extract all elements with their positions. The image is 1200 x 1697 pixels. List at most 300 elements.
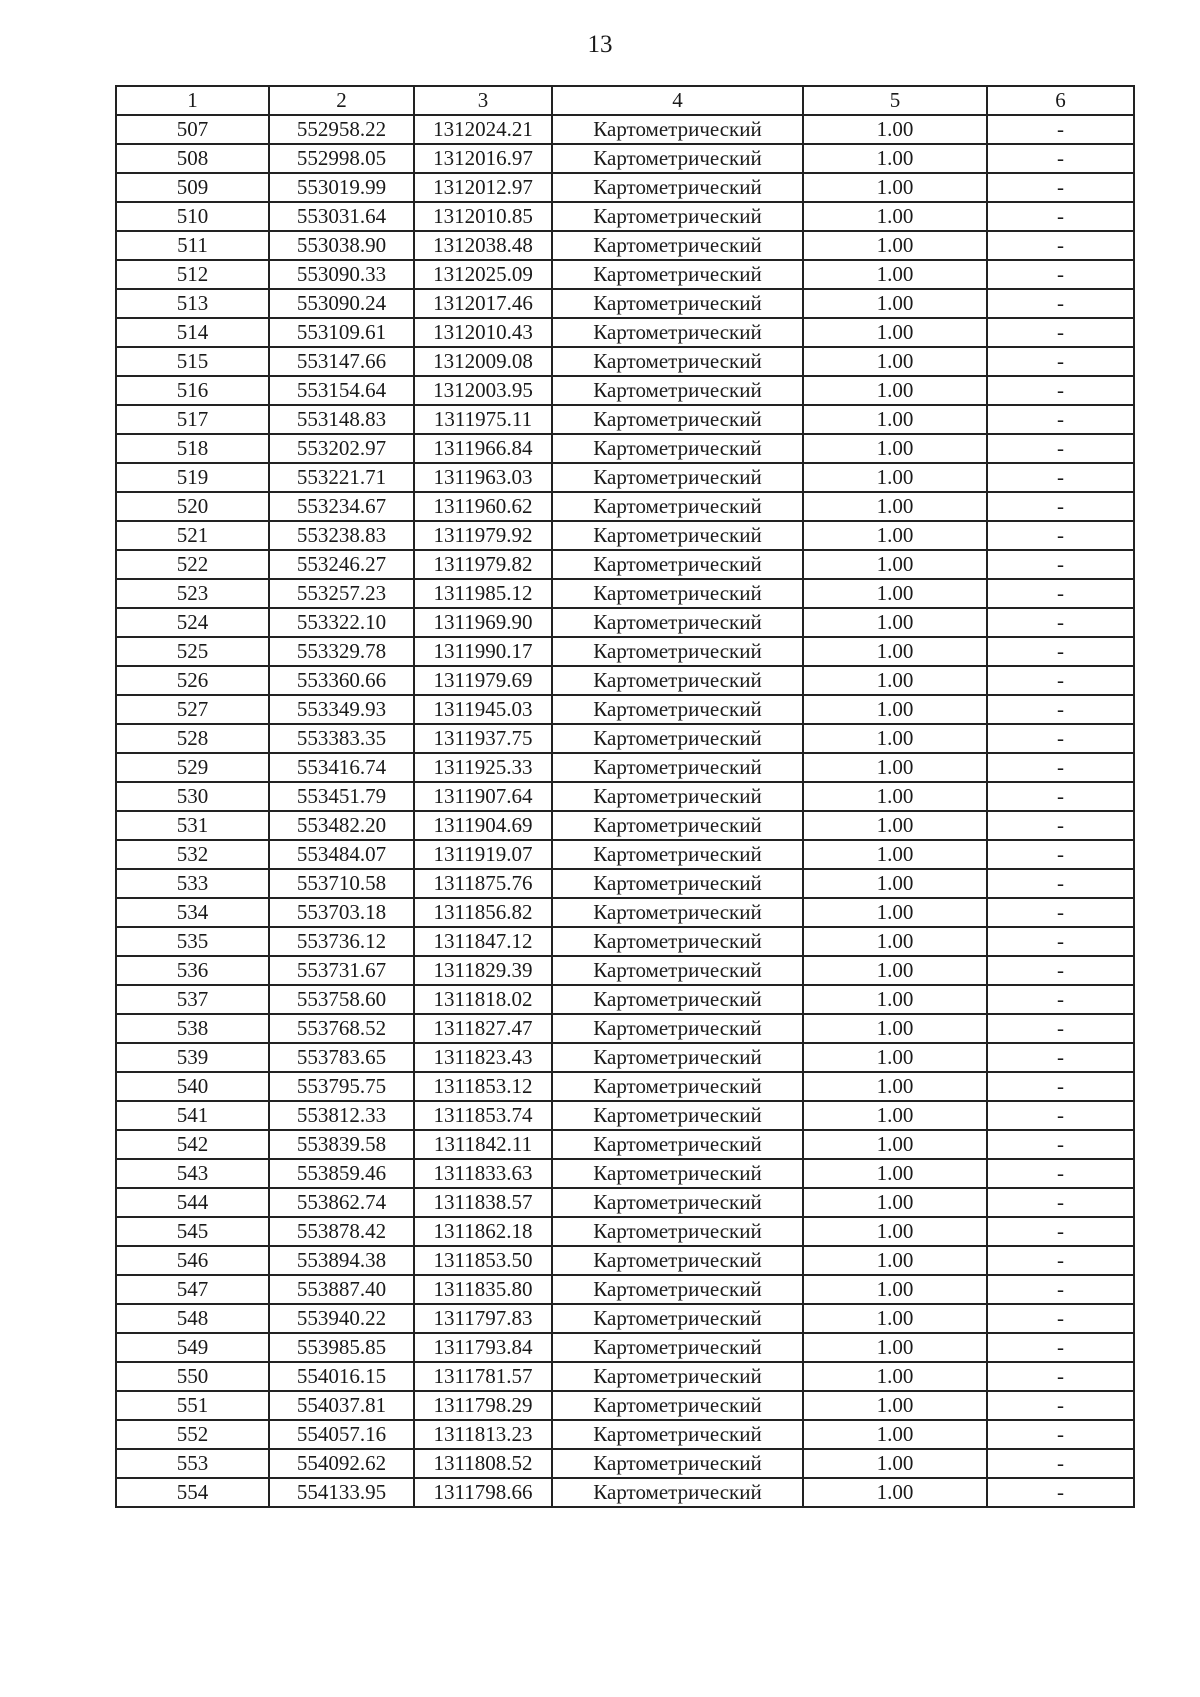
x-coordinate-cell: 553736.12	[269, 927, 414, 956]
method-cell: Картометрический	[552, 1159, 803, 1188]
accuracy-cell: 1.00	[803, 637, 987, 666]
accuracy-cell: 1.00	[803, 173, 987, 202]
column-header: 6	[987, 86, 1134, 115]
accuracy-cell: 1.00	[803, 144, 987, 173]
accuracy-cell: 1.00	[803, 347, 987, 376]
accuracy-cell: 1.00	[803, 550, 987, 579]
table-row	[116, 985, 1134, 1014]
note-cell: -	[987, 1362, 1134, 1391]
table-row	[116, 1014, 1134, 1043]
y-coordinate-cell: 1311904.69	[414, 811, 552, 840]
method-cell: Картометрический	[552, 1014, 803, 1043]
note-cell: -	[987, 927, 1134, 956]
accuracy-cell: 1.00	[803, 463, 987, 492]
note-cell: -	[987, 985, 1134, 1014]
x-coordinate-cell: 553238.83	[269, 521, 414, 550]
method-cell: Картометрический	[552, 1478, 803, 1507]
method-cell: Картометрический	[552, 1246, 803, 1275]
note-cell: -	[987, 898, 1134, 927]
accuracy-cell: 1.00	[803, 1159, 987, 1188]
point-number-cell: 513	[116, 289, 269, 318]
y-coordinate-cell: 1311990.17	[414, 637, 552, 666]
note-cell: -	[987, 695, 1134, 724]
accuracy-cell: 1.00	[803, 1449, 987, 1478]
note-cell: -	[987, 1420, 1134, 1449]
table-row	[116, 1478, 1134, 1507]
method-cell: Картометрический	[552, 1072, 803, 1101]
accuracy-cell: 1.00	[803, 869, 987, 898]
table-row	[116, 347, 1134, 376]
note-cell: -	[987, 1391, 1134, 1420]
method-cell: Картометрический	[552, 521, 803, 550]
table-row	[116, 1449, 1134, 1478]
column-header: 5	[803, 86, 987, 115]
point-number-cell: 539	[116, 1043, 269, 1072]
x-coordinate-cell: 553887.40	[269, 1275, 414, 1304]
point-number-cell: 544	[116, 1188, 269, 1217]
note-cell: -	[987, 637, 1134, 666]
point-number-cell: 554	[116, 1478, 269, 1507]
method-cell: Картометрический	[552, 637, 803, 666]
method-cell: Картометрический	[552, 869, 803, 898]
accuracy-cell: 1.00	[803, 1101, 987, 1130]
accuracy-cell: 1.00	[803, 1420, 987, 1449]
x-coordinate-cell: 553202.97	[269, 434, 414, 463]
table-row	[116, 202, 1134, 231]
point-number-cell: 511	[116, 231, 269, 260]
accuracy-cell: 1.00	[803, 724, 987, 753]
y-coordinate-cell: 1311838.57	[414, 1188, 552, 1217]
x-coordinate-cell: 553031.64	[269, 202, 414, 231]
method-cell: Картометрический	[552, 1275, 803, 1304]
x-coordinate-cell: 553484.07	[269, 840, 414, 869]
method-cell: Картометрический	[552, 144, 803, 173]
method-cell: Картометрический	[552, 1391, 803, 1420]
table-row	[116, 695, 1134, 724]
method-cell: Картометрический	[552, 1449, 803, 1478]
method-cell: Картометрический	[552, 898, 803, 927]
method-cell: Картометрический	[552, 492, 803, 521]
x-coordinate-cell: 554057.16	[269, 1420, 414, 1449]
accuracy-cell: 1.00	[803, 666, 987, 695]
x-coordinate-cell: 553783.65	[269, 1043, 414, 1072]
accuracy-cell: 1.00	[803, 1391, 987, 1420]
table-row	[116, 1304, 1134, 1333]
point-number-cell: 549	[116, 1333, 269, 1362]
point-number-cell: 508	[116, 144, 269, 173]
table-row	[116, 811, 1134, 840]
point-number-cell: 521	[116, 521, 269, 550]
x-coordinate-cell: 553019.99	[269, 173, 414, 202]
table-row	[116, 1072, 1134, 1101]
x-coordinate-cell: 553383.35	[269, 724, 414, 753]
note-cell: -	[987, 202, 1134, 231]
accuracy-cell: 1.00	[803, 1478, 987, 1507]
method-cell: Картометрический	[552, 405, 803, 434]
y-coordinate-cell: 1311875.76	[414, 869, 552, 898]
note-cell: -	[987, 579, 1134, 608]
coordinates-table	[115, 85, 1135, 1508]
x-coordinate-cell: 553878.42	[269, 1217, 414, 1246]
y-coordinate-cell: 1312010.85	[414, 202, 552, 231]
table-row	[116, 1420, 1134, 1449]
y-coordinate-cell: 1311853.12	[414, 1072, 552, 1101]
y-coordinate-cell: 1311847.12	[414, 927, 552, 956]
point-number-cell: 546	[116, 1246, 269, 1275]
x-coordinate-cell: 553234.67	[269, 492, 414, 521]
point-number-cell: 524	[116, 608, 269, 637]
note-cell: -	[987, 1449, 1134, 1478]
x-coordinate-cell: 553322.10	[269, 608, 414, 637]
y-coordinate-cell: 1311827.47	[414, 1014, 552, 1043]
method-cell: Картометрический	[552, 1420, 803, 1449]
method-cell: Картометрический	[552, 811, 803, 840]
x-coordinate-cell: 553940.22	[269, 1304, 414, 1333]
accuracy-cell: 1.00	[803, 1275, 987, 1304]
y-coordinate-cell: 1311945.03	[414, 695, 552, 724]
note-cell: -	[987, 521, 1134, 550]
note-cell: -	[987, 811, 1134, 840]
point-number-cell: 517	[116, 405, 269, 434]
y-coordinate-cell: 1311975.11	[414, 405, 552, 434]
note-cell: -	[987, 753, 1134, 782]
note-cell: -	[987, 318, 1134, 347]
table-row	[116, 550, 1134, 579]
y-coordinate-cell: 1311919.07	[414, 840, 552, 869]
table-row	[116, 289, 1134, 318]
x-coordinate-cell: 553148.83	[269, 405, 414, 434]
note-cell: -	[987, 550, 1134, 579]
note-cell: -	[987, 1014, 1134, 1043]
x-coordinate-cell: 553349.93	[269, 695, 414, 724]
note-cell: -	[987, 956, 1134, 985]
note-cell: -	[987, 1130, 1134, 1159]
accuracy-cell: 1.00	[803, 782, 987, 811]
table-row	[116, 579, 1134, 608]
note-cell: -	[987, 405, 1134, 434]
table-row	[116, 956, 1134, 985]
note-cell: -	[987, 1478, 1134, 1507]
x-coordinate-cell: 553795.75	[269, 1072, 414, 1101]
note-cell: -	[987, 869, 1134, 898]
y-coordinate-cell: 1311853.74	[414, 1101, 552, 1130]
method-cell: Картометрический	[552, 956, 803, 985]
table-row	[116, 608, 1134, 637]
y-coordinate-cell: 1312024.21	[414, 115, 552, 144]
method-cell: Картометрический	[552, 579, 803, 608]
accuracy-cell: 1.00	[803, 898, 987, 927]
y-coordinate-cell: 1312017.46	[414, 289, 552, 318]
note-cell: -	[987, 1304, 1134, 1333]
point-number-cell: 541	[116, 1101, 269, 1130]
note-cell: -	[987, 1246, 1134, 1275]
x-coordinate-cell: 553703.18	[269, 898, 414, 927]
x-coordinate-cell: 553090.24	[269, 289, 414, 318]
accuracy-cell: 1.00	[803, 260, 987, 289]
y-coordinate-cell: 1311842.11	[414, 1130, 552, 1159]
note-cell: -	[987, 289, 1134, 318]
point-number-cell: 540	[116, 1072, 269, 1101]
y-coordinate-cell: 1312016.97	[414, 144, 552, 173]
method-cell: Картометрический	[552, 550, 803, 579]
point-number-cell: 507	[116, 115, 269, 144]
y-coordinate-cell: 1311833.63	[414, 1159, 552, 1188]
table-row	[116, 376, 1134, 405]
method-cell: Картометрический	[552, 724, 803, 753]
method-cell: Картометрический	[552, 985, 803, 1014]
table-row	[116, 927, 1134, 956]
note-cell: -	[987, 376, 1134, 405]
table-row	[116, 405, 1134, 434]
table-row	[116, 260, 1134, 289]
note-cell: -	[987, 463, 1134, 492]
y-coordinate-cell: 1312038.48	[414, 231, 552, 260]
method-cell: Картометрический	[552, 1333, 803, 1362]
accuracy-cell: 1.00	[803, 318, 987, 347]
y-coordinate-cell: 1311823.43	[414, 1043, 552, 1072]
column-header: 1	[116, 86, 269, 115]
x-coordinate-cell: 553731.67	[269, 956, 414, 985]
table-header-row	[116, 86, 1134, 115]
accuracy-cell: 1.00	[803, 579, 987, 608]
method-cell: Картометрический	[552, 1362, 803, 1391]
note-cell: -	[987, 1159, 1134, 1188]
accuracy-cell: 1.00	[803, 608, 987, 637]
point-number-cell: 525	[116, 637, 269, 666]
accuracy-cell: 1.00	[803, 695, 987, 724]
x-coordinate-cell: 553416.74	[269, 753, 414, 782]
accuracy-cell: 1.00	[803, 434, 987, 463]
x-coordinate-cell: 553221.71	[269, 463, 414, 492]
point-number-cell: 528	[116, 724, 269, 753]
point-number-cell: 550	[116, 1362, 269, 1391]
table-row	[116, 318, 1134, 347]
note-cell: -	[987, 231, 1134, 260]
x-coordinate-cell: 553038.90	[269, 231, 414, 260]
page-number: 13	[587, 31, 613, 58]
y-coordinate-cell: 1311979.82	[414, 550, 552, 579]
x-coordinate-cell: 553862.74	[269, 1188, 414, 1217]
note-cell: -	[987, 260, 1134, 289]
accuracy-cell: 1.00	[803, 1130, 987, 1159]
note-cell: -	[987, 1217, 1134, 1246]
table-body	[116, 115, 1134, 1507]
note-cell: -	[987, 840, 1134, 869]
method-cell: Картометрический	[552, 695, 803, 724]
x-coordinate-cell: 553758.60	[269, 985, 414, 1014]
y-coordinate-cell: 1312012.97	[414, 173, 552, 202]
point-number-cell: 522	[116, 550, 269, 579]
x-coordinate-cell: 553257.23	[269, 579, 414, 608]
table-row	[116, 1391, 1134, 1420]
x-coordinate-cell: 553147.66	[269, 347, 414, 376]
accuracy-cell: 1.00	[803, 956, 987, 985]
point-number-cell: 534	[116, 898, 269, 927]
note-cell: -	[987, 666, 1134, 695]
method-cell: Картометрический	[552, 840, 803, 869]
x-coordinate-cell: 553482.20	[269, 811, 414, 840]
method-cell: Картометрический	[552, 927, 803, 956]
y-coordinate-cell: 1311925.33	[414, 753, 552, 782]
accuracy-cell: 1.00	[803, 492, 987, 521]
y-coordinate-cell: 1311907.64	[414, 782, 552, 811]
note-cell: -	[987, 608, 1134, 637]
note-cell: -	[987, 434, 1134, 463]
y-coordinate-cell: 1311818.02	[414, 985, 552, 1014]
x-coordinate-cell: 553768.52	[269, 1014, 414, 1043]
point-number-cell: 547	[116, 1275, 269, 1304]
table-row	[116, 1043, 1134, 1072]
note-cell: -	[987, 1043, 1134, 1072]
table-row	[116, 1362, 1134, 1391]
method-cell: Картометрический	[552, 434, 803, 463]
point-number-cell: 512	[116, 260, 269, 289]
point-number-cell: 551	[116, 1391, 269, 1420]
point-number-cell: 527	[116, 695, 269, 724]
table-row	[116, 434, 1134, 463]
point-number-cell: 518	[116, 434, 269, 463]
column-header: 2	[269, 86, 414, 115]
table-row	[116, 1101, 1134, 1130]
table-row	[116, 1217, 1134, 1246]
point-number-cell: 515	[116, 347, 269, 376]
note-cell: -	[987, 782, 1134, 811]
y-coordinate-cell: 1311813.23	[414, 1420, 552, 1449]
point-number-cell: 526	[116, 666, 269, 695]
point-number-cell: 543	[116, 1159, 269, 1188]
point-number-cell: 519	[116, 463, 269, 492]
x-coordinate-cell: 553894.38	[269, 1246, 414, 1275]
column-header: 4	[552, 86, 803, 115]
y-coordinate-cell: 1311798.66	[414, 1478, 552, 1507]
y-coordinate-cell: 1311963.03	[414, 463, 552, 492]
accuracy-cell: 1.00	[803, 202, 987, 231]
accuracy-cell: 1.00	[803, 1362, 987, 1391]
point-number-cell: 532	[116, 840, 269, 869]
point-number-cell: 529	[116, 753, 269, 782]
x-coordinate-cell: 553154.64	[269, 376, 414, 405]
method-cell: Картометрический	[552, 318, 803, 347]
x-coordinate-cell: 553985.85	[269, 1333, 414, 1362]
method-cell: Картометрический	[552, 202, 803, 231]
method-cell: Картометрический	[552, 173, 803, 202]
x-coordinate-cell: 553360.66	[269, 666, 414, 695]
y-coordinate-cell: 1311797.83	[414, 1304, 552, 1333]
accuracy-cell: 1.00	[803, 927, 987, 956]
table-row	[116, 521, 1134, 550]
method-cell: Картометрический	[552, 347, 803, 376]
accuracy-cell: 1.00	[803, 376, 987, 405]
accuracy-cell: 1.00	[803, 1072, 987, 1101]
x-coordinate-cell: 553451.79	[269, 782, 414, 811]
y-coordinate-cell: 1311829.39	[414, 956, 552, 985]
note-cell: -	[987, 347, 1134, 376]
x-coordinate-cell: 553246.27	[269, 550, 414, 579]
note-cell: -	[987, 173, 1134, 202]
y-coordinate-cell: 1311979.69	[414, 666, 552, 695]
y-coordinate-cell: 1311937.75	[414, 724, 552, 753]
accuracy-cell: 1.00	[803, 1217, 987, 1246]
method-cell: Картометрический	[552, 666, 803, 695]
y-coordinate-cell: 1311808.52	[414, 1449, 552, 1478]
method-cell: Картометрический	[552, 260, 803, 289]
y-coordinate-cell: 1311969.90	[414, 608, 552, 637]
y-coordinate-cell: 1311966.84	[414, 434, 552, 463]
point-number-cell: 536	[116, 956, 269, 985]
point-number-cell: 542	[116, 1130, 269, 1159]
method-cell: Картометрический	[552, 289, 803, 318]
table-row	[116, 1188, 1134, 1217]
point-number-cell: 548	[116, 1304, 269, 1333]
point-number-cell: 523	[116, 579, 269, 608]
accuracy-cell: 1.00	[803, 1333, 987, 1362]
table-row	[116, 1246, 1134, 1275]
table-row	[116, 1130, 1134, 1159]
point-number-cell: 552	[116, 1420, 269, 1449]
point-number-cell: 530	[116, 782, 269, 811]
table-row	[116, 724, 1134, 753]
note-cell: -	[987, 1333, 1134, 1362]
y-coordinate-cell: 1311798.29	[414, 1391, 552, 1420]
accuracy-cell: 1.00	[803, 115, 987, 144]
point-number-cell: 514	[116, 318, 269, 347]
method-cell: Картометрический	[552, 1101, 803, 1130]
table-row	[116, 492, 1134, 521]
table-row	[116, 144, 1134, 173]
point-number-cell: 520	[116, 492, 269, 521]
table-row	[116, 1333, 1134, 1362]
x-coordinate-cell: 553839.58	[269, 1130, 414, 1159]
note-cell: -	[987, 115, 1134, 144]
method-cell: Картометрический	[552, 463, 803, 492]
y-coordinate-cell: 1311985.12	[414, 579, 552, 608]
accuracy-cell: 1.00	[803, 231, 987, 260]
method-cell: Картометрический	[552, 231, 803, 260]
accuracy-cell: 1.00	[803, 289, 987, 318]
method-cell: Картометрический	[552, 608, 803, 637]
y-coordinate-cell: 1311862.18	[414, 1217, 552, 1246]
x-coordinate-cell: 554092.62	[269, 1449, 414, 1478]
y-coordinate-cell: 1311960.62	[414, 492, 552, 521]
method-cell: Картометрический	[552, 1188, 803, 1217]
table-row	[116, 666, 1134, 695]
note-cell: -	[987, 1275, 1134, 1304]
method-cell: Картометрический	[552, 1043, 803, 1072]
x-coordinate-cell: 553859.46	[269, 1159, 414, 1188]
point-number-cell: 509	[116, 173, 269, 202]
accuracy-cell: 1.00	[803, 1188, 987, 1217]
point-number-cell: 510	[116, 202, 269, 231]
point-number-cell: 535	[116, 927, 269, 956]
accuracy-cell: 1.00	[803, 985, 987, 1014]
accuracy-cell: 1.00	[803, 1014, 987, 1043]
accuracy-cell: 1.00	[803, 811, 987, 840]
table-row	[116, 753, 1134, 782]
accuracy-cell: 1.00	[803, 753, 987, 782]
point-number-cell: 533	[116, 869, 269, 898]
point-number-cell: 531	[116, 811, 269, 840]
method-cell: Картометрический	[552, 782, 803, 811]
table-row	[116, 231, 1134, 260]
method-cell: Картометрический	[552, 115, 803, 144]
table-row	[116, 173, 1134, 202]
point-number-cell: 538	[116, 1014, 269, 1043]
accuracy-cell: 1.00	[803, 1304, 987, 1333]
y-coordinate-cell: 1312010.43	[414, 318, 552, 347]
accuracy-cell: 1.00	[803, 521, 987, 550]
note-cell: -	[987, 144, 1134, 173]
table-row	[116, 898, 1134, 927]
